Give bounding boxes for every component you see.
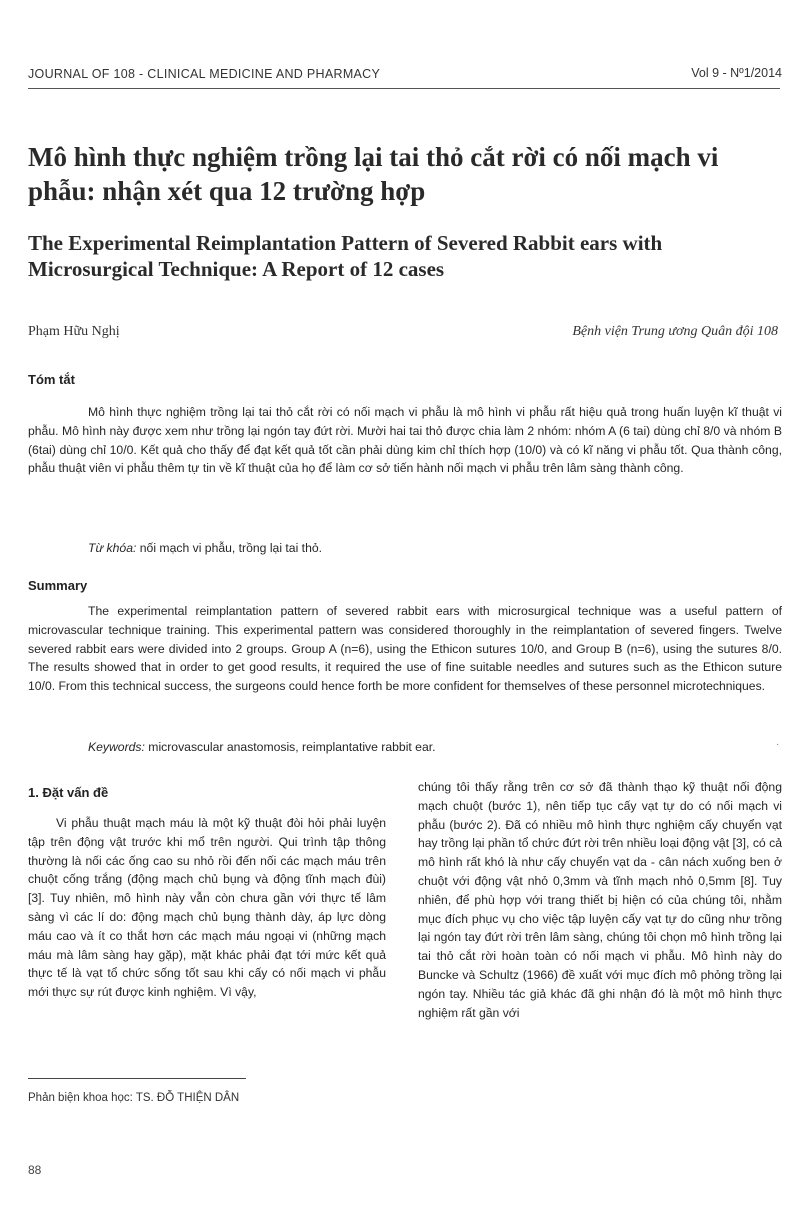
summary-keywords <box>88 738 436 757</box>
keywords-vi-text: nối mạch vi phẫu, trồng lại tai thỏ. <box>139 541 323 555</box>
author-name: Phạm Hữu Nghị <box>28 324 120 339</box>
header-rule <box>28 88 780 89</box>
margin-mark: · <box>776 739 780 750</box>
reviewer-footnote: Phản biện khoa học: TS. ĐỖ THIỆN DÂN <box>28 1092 240 1104</box>
abstract-vi-keywords <box>88 539 322 558</box>
section-1-heading: 1. Đặt vấn đề <box>28 785 109 800</box>
author-affiliation: Bệnh viện Trung ương Quân đội 108 <box>572 324 778 339</box>
title-vietnamese: Mô hình thực nghiệm trồng lại tai thỏ cắt rời có nối mạch vi phẫu: nhận xét qua 12 trường hợp <box>28 142 719 206</box>
footnote-rule <box>28 1078 246 1079</box>
summary-heading: Summary <box>28 578 88 593</box>
section-1-left-column: Vi phẫu thuật mạch máu là một kỹ thuật đòi hỏi phải luyện tập trên động vật trước khi mổ trên người. Qui trình tập thông thường là nối các ống cao su nhỏ rồi đến nối các mạch máu trên chuột cống trắng (động mạch chủ bụng và động tĩnh mạch đùi) [3]. Tuy nhiên, mô hình này vẫn còn chưa gần với thực tế lâm sàng vì các lí do: động mạch chủ bụng thành dày, áp lực dòng máu cao và ít co thắt hơn các mạch máu ngoại vi (những mạch máu mà lâm sàng hay gặp), mặt khác phải đạt tới mức kết quả thực tế là vạt tổ chức sống tốt sau khi cấy có nối mạch vi phẫu mới thực sự rút được kinh nghiệm. Vì vậy, <box>28 816 386 1000</box>
section-1-right-column: chúng tôi thấy rằng trên cơ sở đã thành thạo kỹ thuật nối động mạch chuột (bước 1), nên tiếp tục cấy vạt tự do có nối mạch vi phẫu (bước 2). Đã có nhiều mô hình thực nghiệm cấy chuyển vạt hay trồng lại phần tổ chức đứt rời trên nhiều loại động vật [3], có cả mô hình rất khó là như cấy chuyển vạt da - cân nách xuống ben ở chuột với động vật nhỏ 0,3mm và tĩnh mạch nhỏ 0,5mm [8]. Tuy nhiên, để phù hợp với trang thiết bị hiện có của chúng tôi, nhằm mục đích phục vụ cho việc tập luyện cấy vạt tự do cũng như trồng lại ngón tay đứt rời trên lâm sàng, chúng tôi chọn mô hình trồng lại tai thỏ cắt rời hoàn toàn có nối mạch vi phẫu. Mô hình này do Buncke và Schultz (1966) đề xuất với mục đích mô phỏng trồng lại ngón tay. Nhiều tác giả khác đã ghi nhận đó là một mô hình thực nghiệm rất gần với <box>418 780 782 1020</box>
page-number: 88 <box>28 1163 42 1177</box>
abstract-vi-text: Mô hình thực nghiệm trồng lại tai thỏ cắt rời có nối mạch vi phẫu là mô hình vi phẫu rất hiệu quả trong huấn luyện kĩ thuật vi phẫu. Mô hình này được xem như trồng lại ngón tay đứt rời. Mười hai tai thỏ được chia làm 2 nhóm: nhóm A (6 tai) dùng chỉ 8/0 và nhóm B (6tai) dùng chỉ 10/0. Kết quả cho thấy để đạt kết quả tốt cần phải dùng kim chỉ thích hợp (10/0) và có kĩ năng vi phẫu tốt. Qua thành công, phẫu thuật viên vi phẫu thêm tự tin về kĩ thuật của họ để làm cơ sở tiến hành nối mạch vi phẫu trên lâm sàng thành công. <box>28 405 782 476</box>
abstract-vi-heading: Tóm tắt <box>28 372 75 387</box>
journal-name: JOURNAL OF 108 - CLINICAL MEDICINE AND PHARMACY <box>28 67 381 81</box>
keywords-vi-label: Từ khóa: <box>88 541 137 555</box>
keywords-en-label: Keywords: <box>88 740 145 754</box>
keywords-en-text: microvascular anastomosis, reimplantative rabbit ear. <box>148 740 436 754</box>
summary-text: The experimental reimplantation pattern of severed rabbit ears with microsurgical technique was a useful pattern of microvascular technique training. This experimental pattern was considered thoroughly in the reimplantation of severed fingers. Twelve severed rabbit ears were divided into 2 groups. Group A (n=6), using the Ethicon sutures 10/0, and Group B (n=6), using the sutures 8/0. The results showed that in order to get good results, it required the use of fine suitable needles and sutures such as the Ethicon suture 10/0. From this technical success, the surgeons could hence forth be more confident for themselves of these personnel microtechniques. <box>28 604 782 694</box>
title-english: The Experimental Reimplantation Pattern of Severed Rabbit ears with Microsurgical Technique: A Report of 12 cases <box>28 231 663 281</box>
issue-label: Vol 9 - Nº1/2014 <box>691 66 782 80</box>
